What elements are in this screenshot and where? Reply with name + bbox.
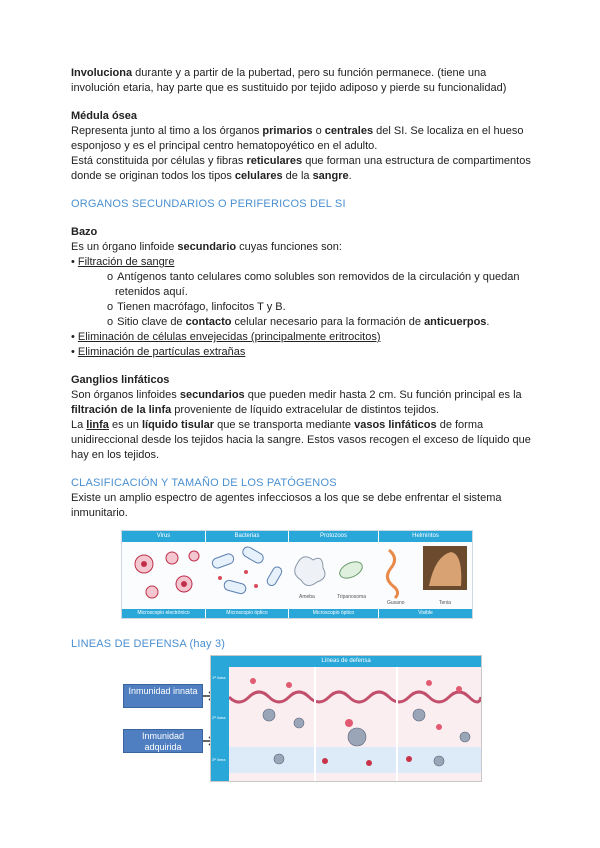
heading-ganglios: Ganglios linfáticos <box>71 374 170 386</box>
helminth-illustration <box>379 542 472 609</box>
figure-title: Líneas de defensa <box>211 656 481 667</box>
ganglios-paragraph-1: Son órganos linfoides secundarios que pueden medir hasta 2 cm. Su función principal es la filtración de la linfa proveniente de líquido extracelular de distintos tejidos. <box>71 389 522 416</box>
list-item: • Eliminación de partículas extrañas <box>71 345 531 360</box>
adaptive-immunity-box: Inmunidad adquirida <box>123 729 203 753</box>
sidebar-label: 2ª línea <box>212 715 226 720</box>
bacteria-illustration <box>206 542 288 609</box>
virus-illustration <box>122 542 205 609</box>
sub-list <box>71 270 531 330</box>
section-title-organos-secundarios: ORGANOS SECUNDARIOS O PERIFERICOS DEL SI <box>71 198 346 210</box>
bazo-function-list <box>71 255 531 360</box>
bazo-intro: Es un órgano linfoide secundario cuyas funciones son: <box>71 241 342 253</box>
virus-panel: Virus Microscopio electrónico <box>122 531 205 618</box>
innate-immunity-box: Inmunidad innata <box>123 684 203 708</box>
helminth-label-gusano: Gusano <box>387 600 405 606</box>
patogenos-paragraph: Existe un amplio espectro de agentes infecciosos a los que se debe enfrentar el sistema inmunitario. <box>71 492 502 519</box>
protozoa-panel: Protozoos Ameba Tripanosoma Microscopio óptico <box>289 531 378 618</box>
protozoa-label-ameba: Ameba <box>299 594 315 600</box>
document-body <box>71 66 531 521</box>
heading-medula-osea: Médula ósea <box>71 110 138 122</box>
heading-bazo: Bazo <box>71 226 98 238</box>
bold-term: Involuciona <box>71 67 133 79</box>
protozoa-illustration <box>289 542 378 609</box>
ganglios-paragraph-2: La linfa es un líquido tisular que se transporta mediante vasos linfáticos de forma unidireccional desde los tejidos hacia la sangre. Estos vasos recogen el exceso de líquido que hay en los tejidos. <box>71 419 531 461</box>
helminth-label-tenia: Tenia <box>439 600 451 606</box>
list-item: • Filtración de sangre o Antígenos tanto celulares como solubles son removidos de la circulación y quedan retenidos aquí. o Tienen macrófago, linfocitos T y B. o Sitio clave de contacto celular necesario para la formación de anticuerpos. <box>71 255 531 330</box>
defense-lines-figure <box>210 655 482 782</box>
list-item: • Eliminación de células envejecidas (principalmente eritrocitos) <box>71 330 531 345</box>
section-title-patogenos: CLASIFICACIÓN Y TAMAÑO DE LOS PATÓGENOS <box>71 477 337 489</box>
protozoa-label-tripanosoma: Tripanosoma <box>337 594 366 600</box>
sidebar-label: 1ª línea <box>212 675 226 680</box>
helminth-panel: Helmintos Gusano Tenia Visible <box>379 531 472 618</box>
medula-paragraph-2: Está constituida por células y fibras reticulares que forman una estructura de compartimentos donde se originan todos los tipos celulares de la sangre. <box>71 155 531 182</box>
sidebar-label: 3ª línea <box>212 757 226 762</box>
medula-paragraph-1: Representa junto al timo a los órganos primarios o centrales del SI. Se localiza en el hueso esponjoso y es el principal centro hematopoyético en el adulto. <box>71 125 524 152</box>
sub-list-item: o Sitio clave de contacto celular necesario para la formación de anticuerpos. <box>107 315 531 330</box>
involucion-paragraph: Involuciona durante y a partir de la pubertad, pero su función permanece. (tiene una involución etaria, hay parte que es sustituido por tejido adiposo y pierde su funcionalidad) <box>71 67 507 94</box>
bacteria-panel: Bacterias Microscopio óptico <box>206 531 288 618</box>
pathogen-size-figure <box>121 530 473 619</box>
sub-list-item: o Antígenos tanto celulares como solubles son removidos de la circulación y quedan retenidos aquí. <box>107 270 531 300</box>
sub-list-item: o Tienen macrófago, linfocitos T y B. <box>107 300 531 315</box>
tissue-illustration <box>229 667 481 781</box>
figure-sidebar <box>211 667 229 781</box>
section-title-lineas-defensa: LINEAS DE DEFENSA (hay 3) <box>71 638 226 650</box>
